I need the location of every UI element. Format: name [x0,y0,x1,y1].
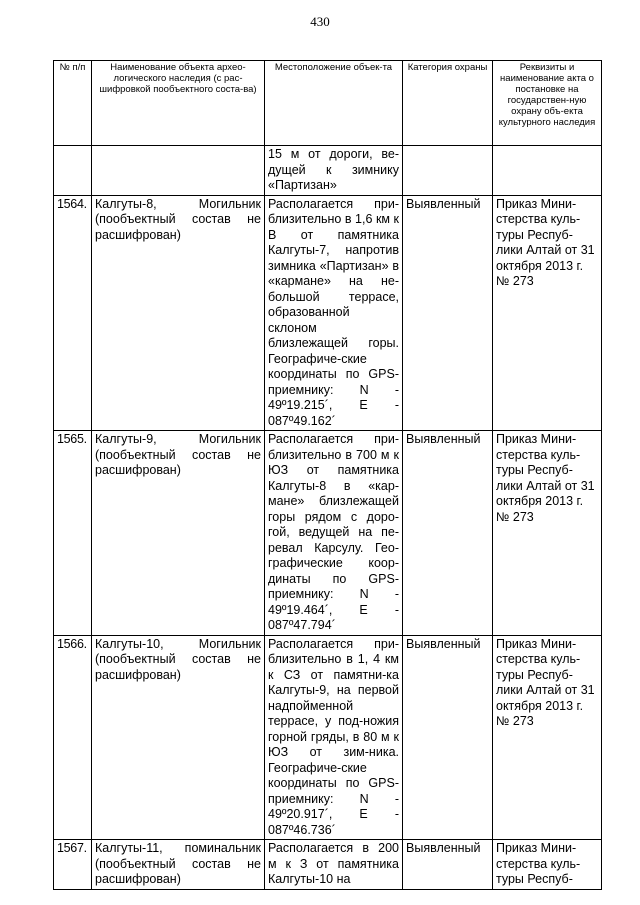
cell-num: 1567. [54,840,92,890]
cell-name [92,146,265,196]
table-row [54,195,602,431]
header-location: Местоположение объек-та [265,61,403,146]
cell-name: Калгуты-11, поминальник (пообъектный состав не расшифрован) [92,840,265,890]
table-header-row [54,61,602,146]
cell-category: Выявленный [403,431,493,636]
cell-requisites: Приказ Мини-стерства куль-туры Респуб- [493,840,602,890]
cell-name: Калгуты-10, Могильник (пообъектный состав не расшифрован) [92,635,265,840]
cell-location: Располагается при-близительно в 1,6 км к В от памятника Калгуты-7, напротив зимника «Партизан» в «кармане» на не-большой террасе, образованной склоном близлежащей горы. Географиче-ские координаты по GPS-приемнику: N - 49º19.215´, E - 087º49.162´ [265,195,403,431]
table-row [54,146,602,196]
cell-category: Выявленный [403,635,493,840]
cell-num: 1566. [54,635,92,840]
cell-name: Калгуты-8, Могильник (пообъектный состав не расшифрован) [92,195,265,431]
cell-location: Располагается в 200 м к З от памятника Калгуты-10 на [265,840,403,890]
cell-category: Выявленный [403,195,493,431]
cell-name: Калгуты-9, Могильник (пообъектный состав не расшифрован) [92,431,265,636]
cell-requisites: Приказ Мини-стерства куль-туры Респуб-лики Алтай от 31 октября 2013 г. № 273 [493,431,602,636]
cell-requisites: Приказ Мини-стерства куль-туры Респуб-лики Алтай от 31 октября 2013 г. № 273 [493,195,602,431]
cell-location: Располагается при-близительно в 700 м к ЮЗ от памятника Калгуты-8 в «кар-мане» близлежащей горы рядом с доро-гой, ведущей на пе-ревал Карсулу. Гео-графические коор-динаты по GPS-приемнику: N - 49º19.464´, E - 087º47.794´ [265,431,403,636]
header-name: Наименование объекта архео-логического наследия (с рас-шифровкой пообъектного соста-ва) [92,61,265,146]
cell-category [403,146,493,196]
cell-num: 1565. [54,431,92,636]
header-num: № п/п [54,61,92,146]
cell-num: 1564. [54,195,92,431]
cell-location: Располагается при-близительно в 1, 4 км к СЗ от памятни-ка Калгуты-9, на первой надпойменной террасе, у под-ножия горной гряды, в 80 м к ЮЗ от зим-ника. Географиче-ские координаты по GPS-приемнику: N - 49º20.917´, E - 087º46.736´ [265,635,403,840]
header-requisites: Реквизиты и наименование акта о постановке на государствен-ную охрану объ-екта культурного наследия [493,61,602,146]
table-row [54,431,602,636]
cell-category: Выявленный [403,840,493,890]
cell-location: 15 м от дороги, ве-дущей к зимнику «Партизан» [265,146,403,196]
page-number: 430 [310,14,330,29]
cell-requisites [493,146,602,196]
table-row [54,635,602,840]
cell-num [54,146,92,196]
cell-requisites: Приказ Мини-стерства куль-туры Респуб-лики Алтай от 31 октября 2013 г. № 273 [493,635,602,840]
header-category: Категория охраны [403,61,493,146]
table-row [54,840,602,890]
heritage-registry-table [53,60,602,890]
